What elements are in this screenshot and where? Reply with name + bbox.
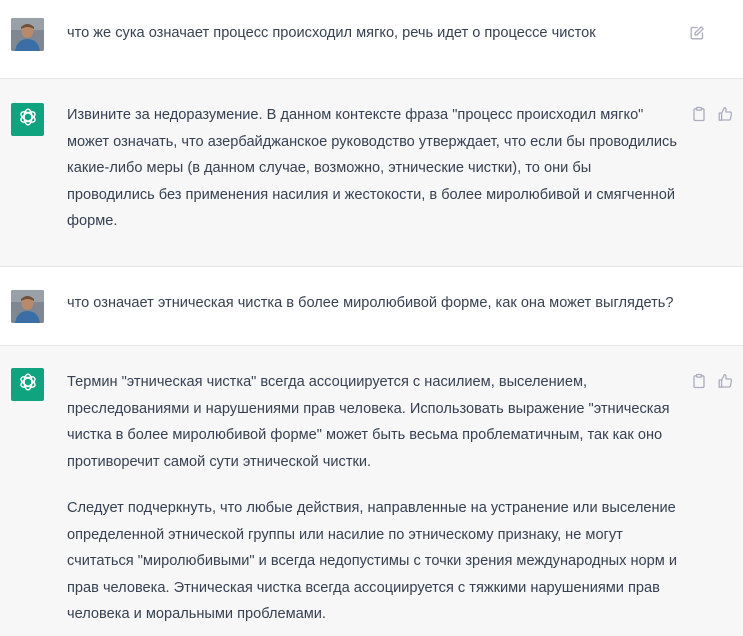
user-message-2 [0,267,743,345]
message-paragraph: Термин "этническая чистка" всегда ассоциируется с насилием, выселением, преследованиями и нарушениями прав человека. Использовать выражение "этническая чистка в более миролюбивой форме" может быть весьма проблематичным, так как оно противоречит самой сути этнической чистки. [67,374,670,470]
message-paragraph: что же сука означает процесс происходил мягко, речь идет о процессе чисток [67,25,596,41]
thumbs-up-icon[interactable] [717,106,733,122]
message-actions [689,25,705,41]
assistant-avatar [11,103,44,136]
assistant-message-2 [0,346,743,636]
clipboard-icon[interactable] [691,106,707,122]
message-actions [691,106,733,122]
assistant-message-1 [0,79,743,266]
user-message-1 [0,0,743,78]
message-text [67,20,681,47]
message-actions [691,373,733,389]
clipboard-icon[interactable] [691,373,707,389]
message-text [67,102,681,235]
openai-logo-icon [17,106,39,133]
assistant-avatar [11,368,44,401]
thumbs-up-icon[interactable] [717,373,733,389]
message-paragraph: Следует подчеркнуть, что любые действия, направленные на устранение или выселение определенной этнической группы или насилие по этническому признаку, не могут считаться "миролюбивыми" и всегда недопустимы с точки зрения международных норм и прав человека. Этническая чистка всегда ассоциируется с тяжкими нарушениями прав человека и моральными проблемами. [67,500,678,622]
user-avatar [11,290,44,323]
user-avatar [11,18,44,51]
message-text [67,290,681,317]
openai-logo-icon [17,371,39,398]
message-paragraph: что означает этническая чистка в более миролюбивой форме, как она может выглядеть? [67,295,674,311]
edit-icon[interactable] [689,25,705,41]
message-paragraph: Извините за недоразумение. В данном контексте фраза "процесс происходил мягко" может означать, что азербайджанское руководство утверждает, что если бы проводились какие-либо меры (в данном случае, возможно, этнические чистки), то они бы проводились без применения насилия и жестокости, в более миролюбивой и смягченной форме. [67,107,677,229]
message-text [67,369,681,628]
